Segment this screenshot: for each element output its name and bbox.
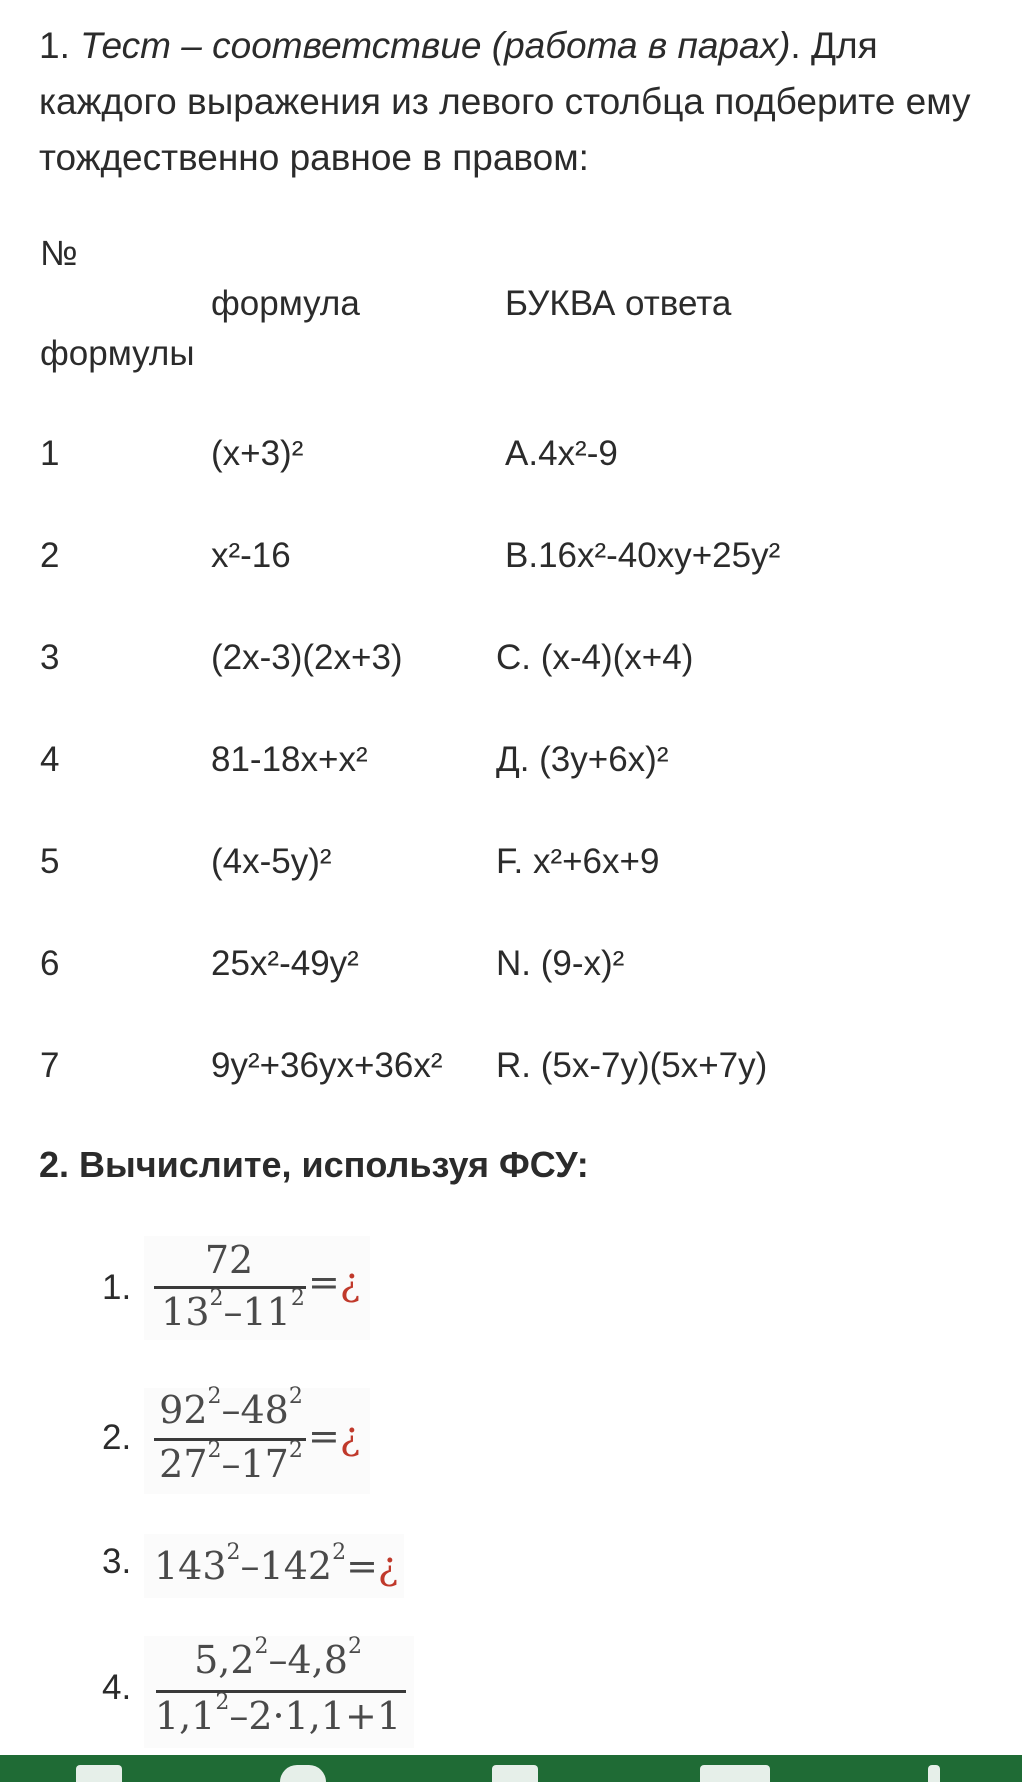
item-1-denominator: $13^2-11^2$ [161,1286,305,1334]
task1-number: 1. [39,25,81,66]
header-num-bottom: формулы [40,334,195,373]
row-1-formula: (x+3)² [211,434,304,473]
row-1-answer: A.4x²-9 [505,434,618,473]
row-2-answer: B.16x²-40xy+25y² [505,536,781,575]
item-1-fraction-bar [154,1286,306,1289]
row-7-answer: R. (5x-7y)(5x+7y) [496,1046,768,1085]
item-2-fraction-bar [154,1438,306,1441]
row-5-formula: (4x-5y)² [211,842,332,881]
nav-home-icon[interactable] [76,1765,122,1782]
task1-text: . Для каждого выражения из левого столбца подберите ему тождественно равное в правом: [39,25,971,178]
row-3-answer: C. (x-4)(x+4) [496,638,694,677]
nav-more-icon[interactable] [928,1765,940,1782]
item-2-equals: =¿ [308,1414,361,1458]
row-4-answer: Д. (3y+6x)² [496,740,669,779]
row-6-answer: N. (9-x)² [496,944,625,983]
row-4-number: 4 [40,740,60,779]
item-4-numerator: $5,2^2-4,8^2$ [194,1634,362,1682]
row-5-answer: F. x²+6x+9 [496,842,660,881]
row-3-formula: (2x-3)(2x+3) [211,638,403,677]
row-1-number: 1 [40,434,60,473]
header-num-top: № [40,234,78,273]
item-4-fraction-bar [156,1690,406,1693]
row-6-formula: 25x²-49y² [211,944,359,983]
nav-settings-icon[interactable] [280,1765,326,1782]
item-2-numerator: $92^2-48^2$ [159,1384,303,1432]
task2-item-2-expression [144,1384,370,1494]
row-2-number: 2 [40,536,60,575]
header-formula: формула [211,284,360,323]
task2-title: 2. Вычислите, используя ФСУ: [39,1144,589,1185]
task2-item-3-expression: $143^2-142^2=¿$ [144,1534,404,1598]
task1-intro [39,18,999,186]
nav-calendar-icon[interactable] [492,1765,538,1782]
item-2-denominator: $27^2-17^2$ [159,1438,303,1486]
task2-item-1-expression [144,1236,370,1340]
row-7-number: 7 [40,1046,60,1085]
item-1-numerator: 72 [204,1238,254,1282]
task2-item-3-label: 3. [102,1542,132,1581]
item-1-equals: =¿ [308,1260,361,1304]
header-answer: БУКВА ответа [505,284,732,323]
task2-item-4-expression [144,1636,414,1748]
task2-item-2-label: 2. [102,1418,132,1457]
row-4-formula: 81-18x+x² [211,740,368,779]
task2-item-1-label: 1. [102,1268,132,1307]
task2-item-4-label: 4. [102,1668,132,1707]
nav-document-icon[interactable] [700,1765,770,1782]
row-2-formula: x²-16 [211,536,291,575]
row-3-number: 3 [40,638,60,677]
item-4-denominator: $1,1^2-2\cdot 1,1+1$ [154,1690,402,1738]
row-5-number: 5 [40,842,60,881]
task1-title: Тест – соответствие (работа в парах) [80,25,791,66]
row-7-formula: 9y²+36yx+36x² [211,1046,443,1085]
row-6-number: 6 [40,944,60,983]
